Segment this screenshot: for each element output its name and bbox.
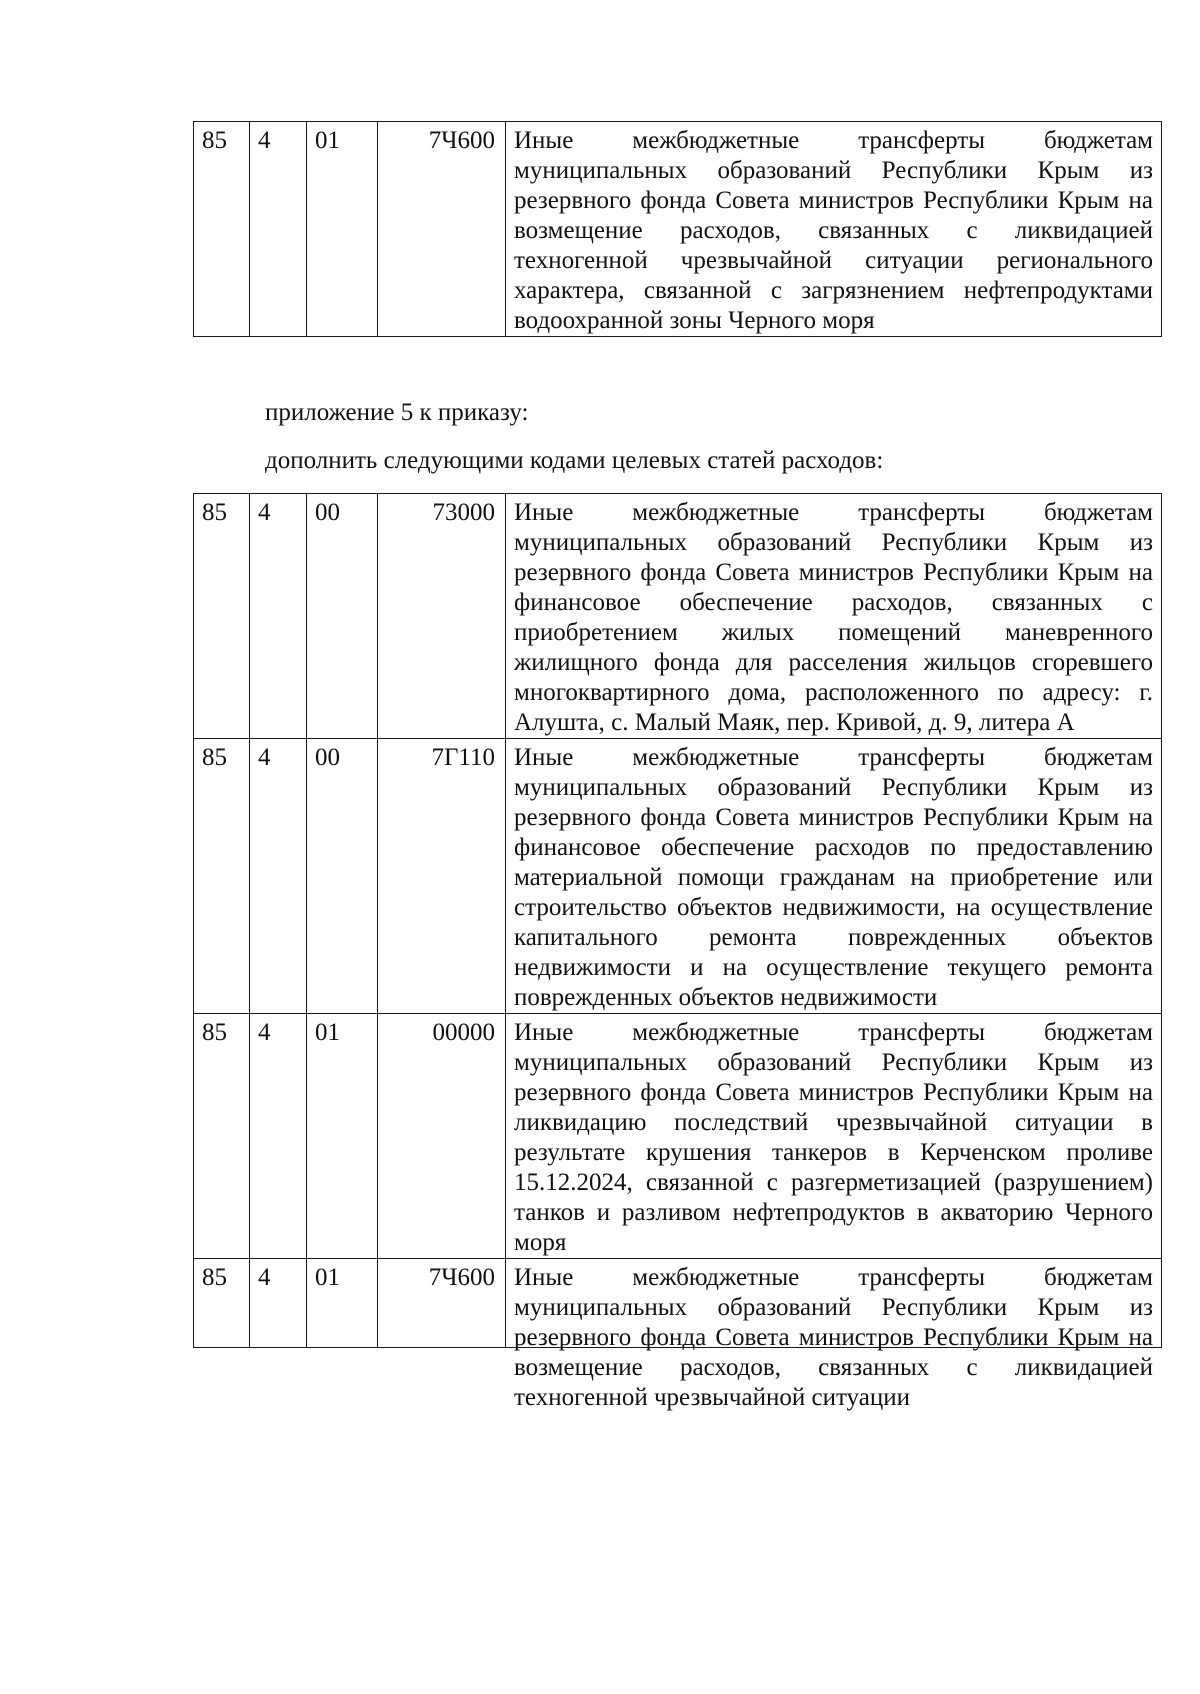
description-cell: Иные межбюджетные трансферты бюджетам муниципальных образований Республики Крым из резервного фонда Совета министров Республики Крым на финансовое обеспечение расходов по предоставлению материальной помощи гражданам на приобретение или строительство объектов недвижимости, на осуществление капитального ремонта поврежденных объектов недвижимости и на осуществление текущего ремонта поврежденных объектов недвижимости <box>506 739 1162 1014</box>
table-row <box>194 739 1162 1014</box>
code-cell-section: 85 <box>194 1014 250 1259</box>
table-row <box>194 122 1162 337</box>
code-cell-subprogram: 01 <box>307 1259 378 1348</box>
code-cell-program: 4 <box>250 494 307 739</box>
code-cell-direction: 7Ч600 <box>378 1259 506 1348</box>
description-text: Иные межбюджетные трансферты бюджетам муниципальных образований Республики Крым из резервного фонда Совета министров Республики Крым на возмещение расходов, связанных с ликвидацией техногенной чрезвычайной ситуации <box>514 1264 1153 1411</box>
code-cell-section: 85 <box>194 739 250 1014</box>
code-cell-subprogram: 01 <box>307 1014 378 1259</box>
appendix-heading: приложение 5 к приказу: <box>265 399 529 426</box>
code-cell-direction: 7Ч600 <box>378 122 506 337</box>
budget-code-table-main <box>193 493 1162 1411</box>
code-cell-program: 4 <box>250 1014 307 1259</box>
instruction-text: дополнить следующими кодами целевых статей расходов: <box>265 447 884 474</box>
code-cell-direction: 73000 <box>378 494 506 739</box>
code-cell-program: 4 <box>250 122 307 337</box>
code-cell-direction: 00000 <box>378 1014 506 1259</box>
budget-code-table-top <box>193 121 1162 337</box>
code-cell-section: 85 <box>194 494 250 739</box>
table-row <box>194 494 1162 739</box>
description-cell: Иные межбюджетные трансферты бюджетам муниципальных образований Республики Крым из резервного фонда Совета министров Республики Крым на ликвидацию последствий чрезвычайной ситуации в результате крушения танкеров в Керченском проливе 15.12.2024, связанной с разгерметизацией (разрушением) танков и разливом нефтепродуктов в акваторию Черного моря <box>506 1014 1162 1259</box>
code-cell-program: 4 <box>250 739 307 1014</box>
code-cell-section: 85 <box>194 1259 250 1348</box>
code-cell-subprogram: 00 <box>307 739 378 1014</box>
description-cell: Иные межбюджетные трансферты бюджетам муниципальных образований Республики Крым из резервного фонда Совета министров Республики Крым на финансовое обеспечение расходов, связанных с приобретением жилых помещений маневренного жилищного фонда для расселения жильцов сгоревшего многоквартирного дома, расположенного по адресу: г. Алушта, с. Малый Маяк, пер. Кривой, д. 9, литера А <box>506 494 1162 739</box>
code-cell-direction: 7Г110 <box>378 739 506 1014</box>
code-cell-section: 85 <box>194 122 250 337</box>
description-cell <box>506 1259 1162 1411</box>
code-cell-subprogram: 01 <box>307 122 378 337</box>
code-cell-program: 4 <box>250 1259 307 1348</box>
description-cell: Иные межбюджетные трансферты бюджетам муниципальных образований Республики Крым из резервного фонда Совета министров Республики Крым на возмещение расходов, связанных с ликвидацией техногенной чрезвычайной ситуации регионального характера, связанной с загрязнением нефтепродуктами водоохранной зоны Черного моря <box>506 122 1162 337</box>
table-row <box>194 1014 1162 1259</box>
table-row-truncated <box>194 1259 1162 1348</box>
code-cell-subprogram: 00 <box>307 494 378 739</box>
